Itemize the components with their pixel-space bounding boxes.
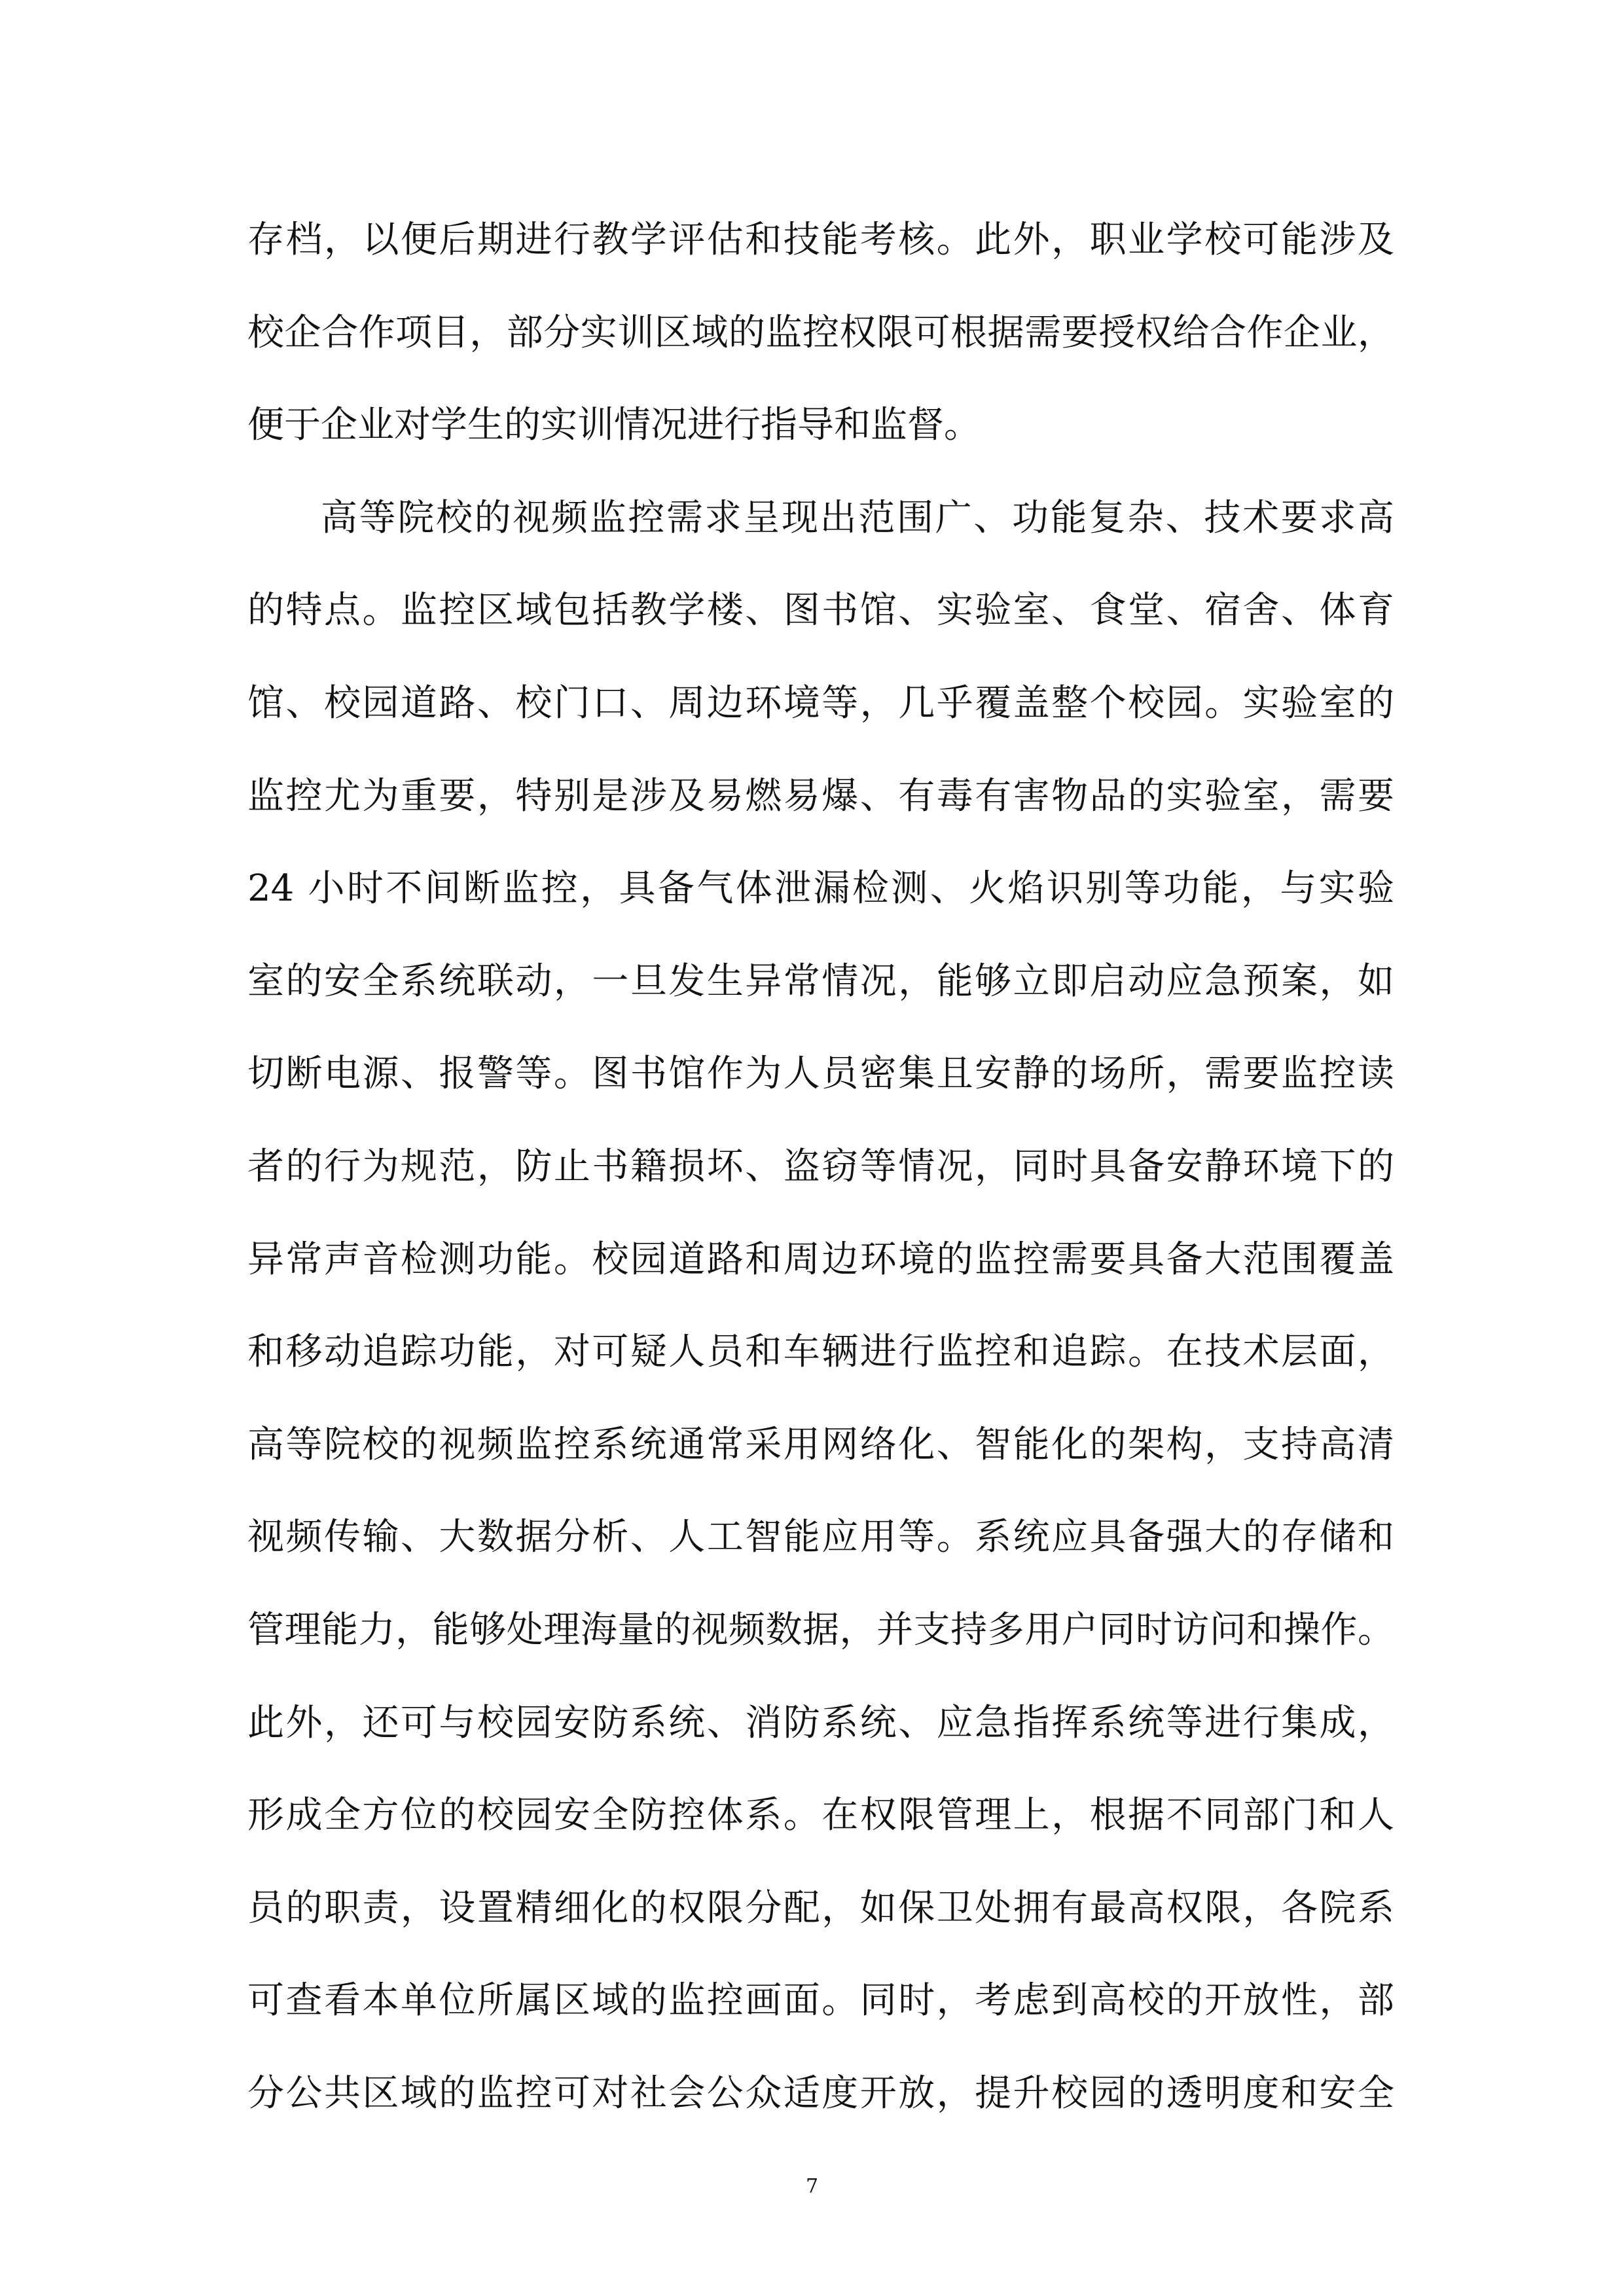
text-line: 高等院校的视频监控需求呈现出范围广、功能复杂、技术要求高 bbox=[321, 496, 1394, 539]
text-line: 24 小时不间断监控，具备气体泄漏检测、火焰识别等功能，与实验 bbox=[247, 867, 1394, 910]
text-line: 员的职责，设置精细化的权限分配，如保卫处拥有最高权限，各院系 bbox=[247, 1886, 1394, 1929]
text-line: 切断电源、报警等。图书馆作为人员密集且安静的场所，需要监控读 bbox=[247, 1052, 1394, 1096]
text-line: 的特点。监控区域包括教学楼、图书馆、实验室、食堂、宿舍、体育 bbox=[247, 589, 1394, 632]
text-line: 校企合作项目，部分实训区域的监控权限可根据需要授权给合作企业， bbox=[247, 311, 1394, 354]
text-line: 便于企业对学生的实训情况进行指导和监督。 bbox=[247, 404, 981, 447]
body-text bbox=[247, 194, 1394, 2140]
page-footer bbox=[0, 2174, 1624, 2200]
text-line: 分公共区域的监控可对社会公众适度开放，提升校园的透明度和安全 bbox=[247, 2072, 1394, 2115]
text-line: 形成全方位的校园安全防控体系。在权限管理上，根据不同部门和人 bbox=[247, 1794, 1394, 1837]
text-line: 馆、校园道路、校门口、周边环境等，几乎覆盖整个校园。实验室的 bbox=[247, 681, 1394, 725]
text-line: 监控尤为重要，特别是涉及易燃易爆、有毒有害物品的实验室，需要 bbox=[247, 774, 1394, 817]
text-line: 管理能力，能够处理海量的视频数据，并支持多用户同时访问和操作。 bbox=[247, 1608, 1394, 1651]
text-line: 可查看本单位所属区域的监控画面。同时，考虑到高校的开放性，部 bbox=[247, 1979, 1394, 2022]
text-line: 高等院校的视频监控系统通常采用网络化、智能化的架构，支持高清 bbox=[247, 1423, 1394, 1466]
text-line: 此外，还可与校园安防系统、消防系统、应急指挥系统等进行集成， bbox=[247, 1701, 1394, 1744]
text-line: 者的行为规范，防止书籍损坏、盗窃等情况，同时具备安静环境下的 bbox=[247, 1145, 1394, 1188]
text-line: 视频传输、大数据分析、人工智能应用等。系统应具备强大的存储和 bbox=[247, 1516, 1394, 1559]
text-line: 和移动追踪功能，对可疑人员和车辆进行监控和追踪。在技术层面， bbox=[247, 1331, 1394, 1374]
text-line: 室的安全系统联动，一旦发生异常情况，能够立即启动应急预案，如 bbox=[247, 960, 1394, 1003]
text-line: 异常声音检测功能。校园道路和周边环境的监控需要具备大范围覆盖 bbox=[247, 1238, 1394, 1281]
text-line: 存档，以便后期进行教学评估和技能考核。此外，职业学校可能涉及 bbox=[247, 219, 1394, 261]
page-number: 7 bbox=[805, 2175, 819, 2198]
